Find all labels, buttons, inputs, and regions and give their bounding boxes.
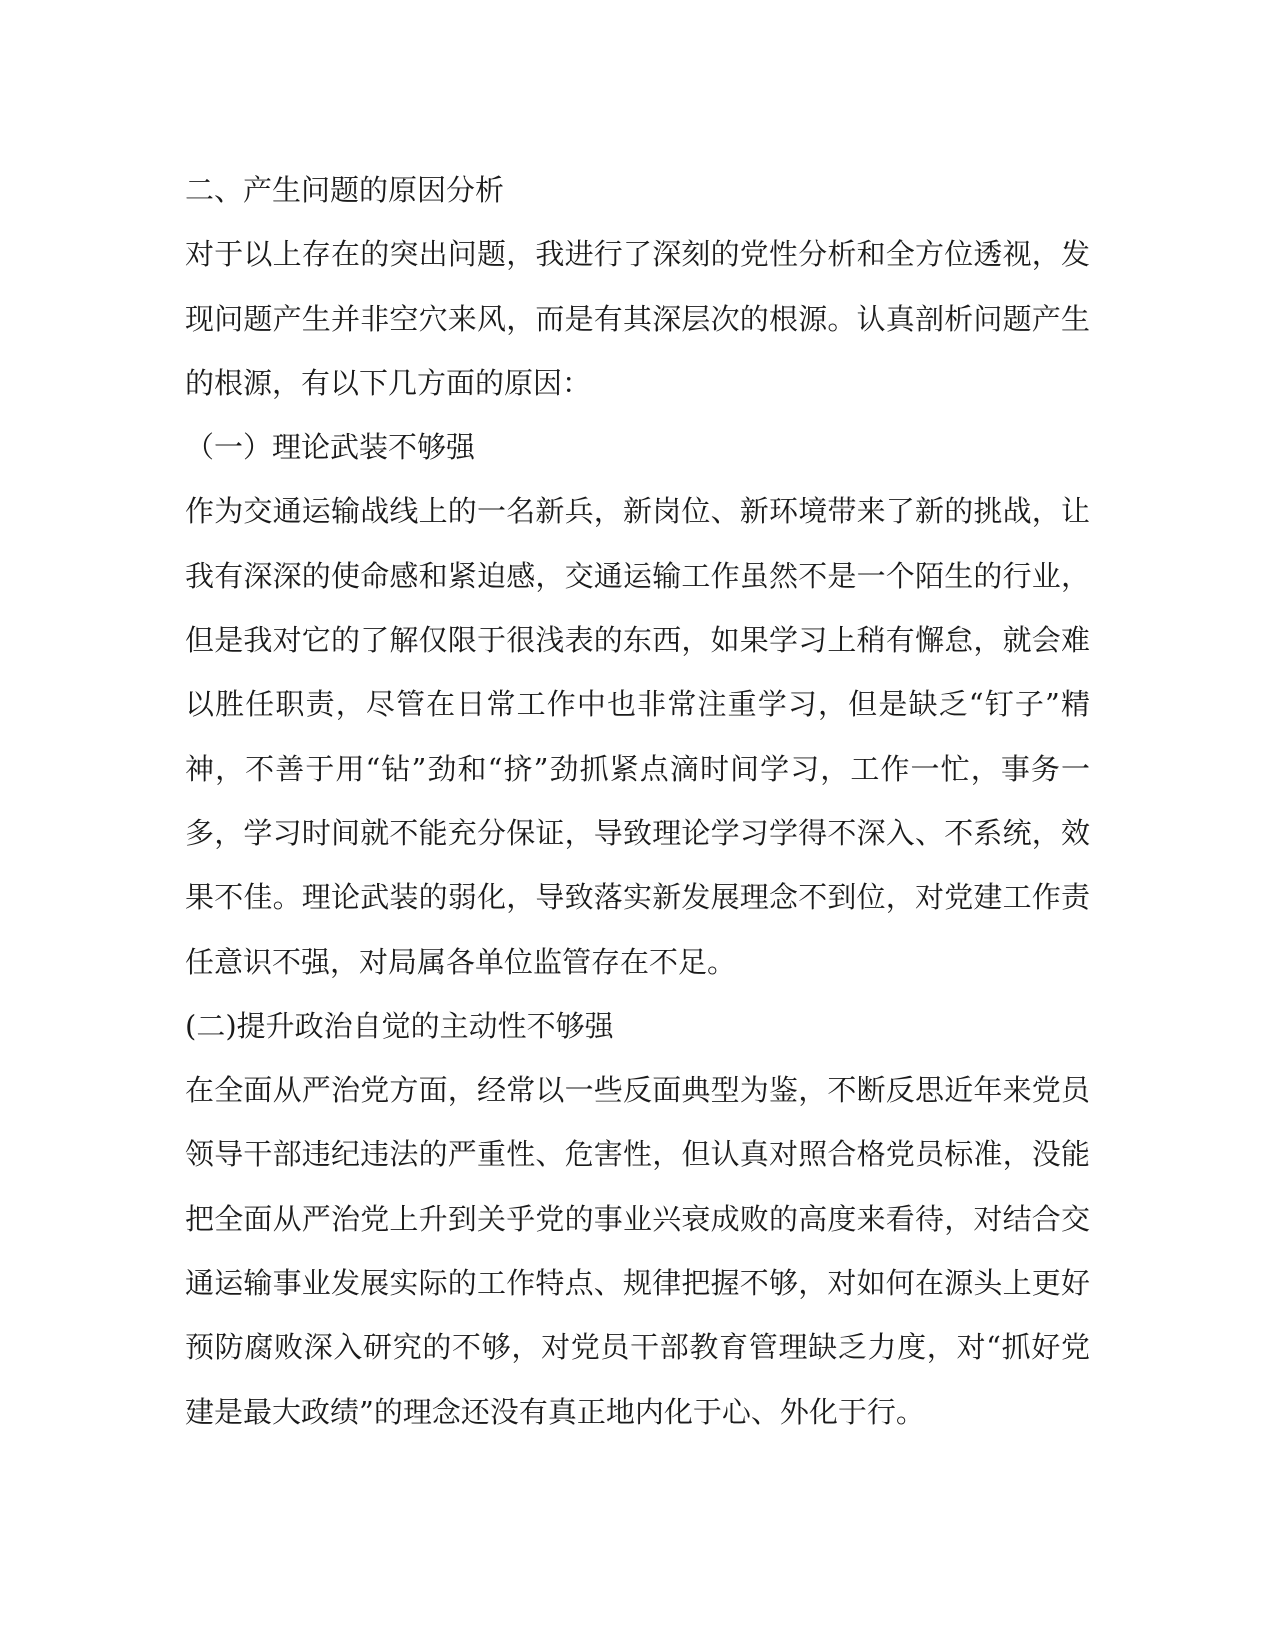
- subsection-1-body: 作为交通运输战线上的一名新兵，新岗位、新环境带来了新的挑战，让我有深深的使命感和紧迫感，交通运输工作虽然不是一个陌生的行业，但是我对它的了解仅限于很浅表的东西，如果学习上稍有懈怠，就会难以胜任职责，尽管在日常工作中也非常注重学习，但是缺乏“钉子”精神，不善于用“钻”劲和“挤”劲抓紧点滴时间学习，工作一忙，事务一多，学习时间就不能充分保证，导致理论学习学得不深入、不系统，效果不佳。理论武装的弱化，导致落实新发展理念不到位，对党建工作责任意识不强，对局属各单位监管存在不足。: [185, 494, 1090, 979]
- subsection-1-title: （一）理论武装不够强: [185, 430, 476, 465]
- document-body: [185, 158, 1090, 1444]
- subsection-2-body: 在全面从严治党方面，经常以一些反面典型为鉴，不断反思近年来党员领导干部违纪违法的严重性、危害性，但认真对照合格党员标准，没能把全面从严治党上升到关乎党的事业兴衰成败的高度来看待，对结合交通运输事业发展实际的工作特点、规律把握不够，对如何在源头上更好预防腐败深入研究的不够，对党员干部教育管理缺乏力度，对“抓好党建是最大政绩”的理念还没有真正地内化于心、外化于行。: [185, 1073, 1090, 1429]
- section-title: 二、产生问题的原因分析: [185, 173, 505, 207]
- intro-paragraph: 对于以上存在的突出问题，我进行了深刻的党性分析和全方位透视，发现问题产生并非空穴来风，而是有其深层次的根源。认真剖析问题产生的根源，有以下几方面的原因：: [185, 237, 1090, 400]
- subsection-2-title: (二)提升政治自觉的主动性不够强: [185, 1008, 614, 1043]
